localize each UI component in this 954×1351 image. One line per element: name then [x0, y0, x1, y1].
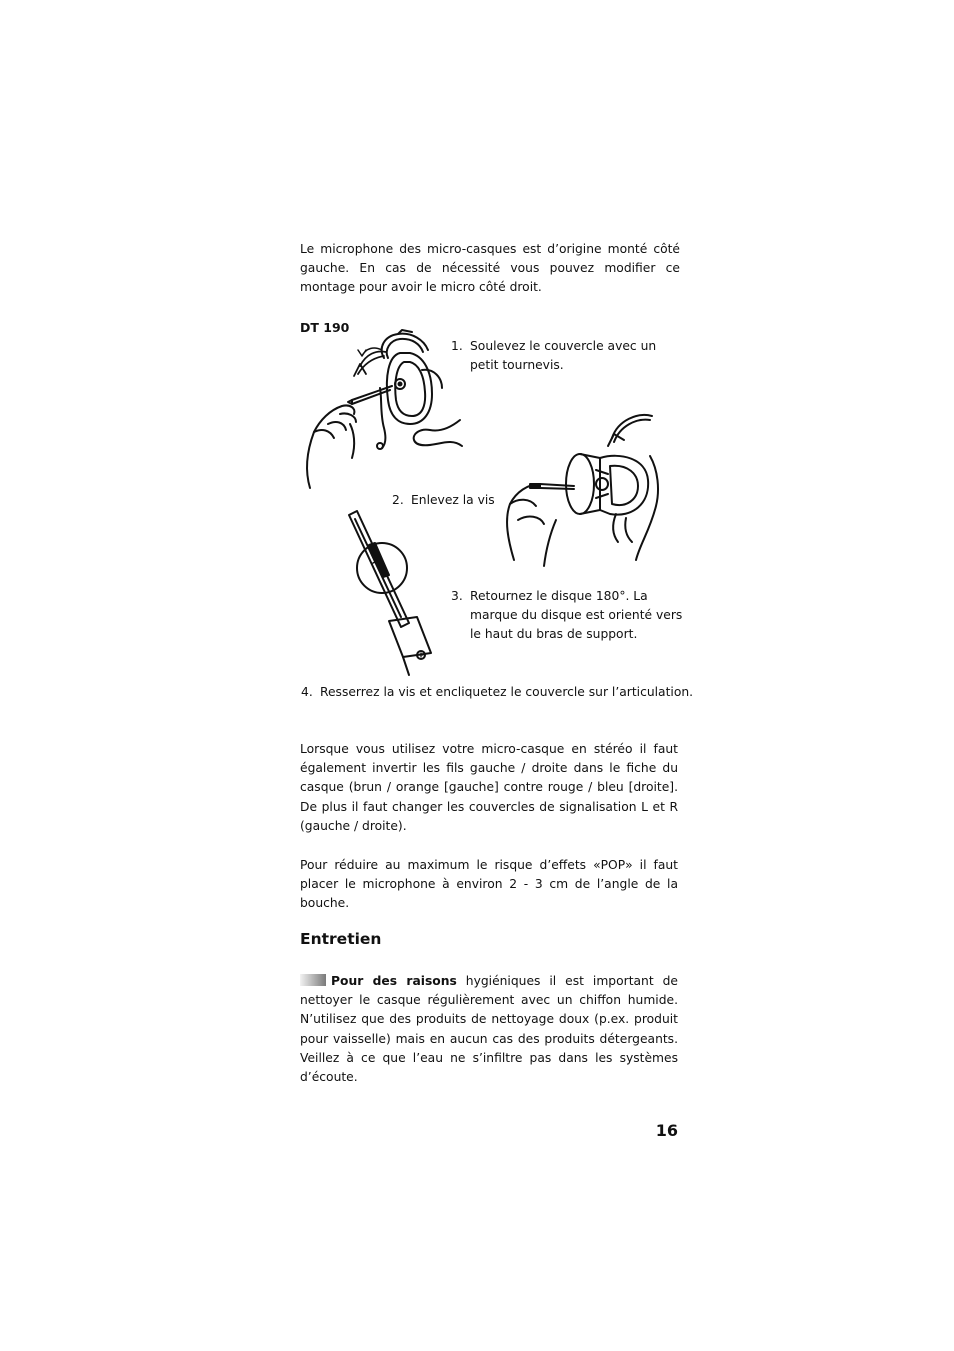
- care-paragraph: [300, 972, 678, 1087]
- step-text: Retournez le disque 180°. La marque du disque est orienté vers le haut du bras de support.: [470, 589, 683, 641]
- stereo-paragraph: Lorsque vous utilisez votre micro-casque en stéréo il faut également invertir les fils gauche / droite dans le fiche du casque (brun / orange [gauche] contre rouge / bleu [droite]. De plus il faut changer les couvercles de signalisation L et R (gauche / droite).: [300, 742, 678, 833]
- care-text: hygiéniques il est important de nettoyer le casque régulièrement avec un chiffon humide. N’utilisez que des produits de nettoyage doux (p.ex. produit pour vaisselle) mais en aucun cas des produits détergeants. Veillez à ce que l’eau ne s’infiltre pas dans les systèmes d’écoute.: [300, 974, 678, 1085]
- model-label: DT 190: [300, 320, 350, 335]
- step-number: 1.: [451, 339, 463, 353]
- step-number: 2.: [392, 493, 404, 507]
- headset-screw-removal-figure: [500, 410, 665, 570]
- boom-arm-disc-figure: [345, 505, 445, 680]
- step-text: Enlevez la vis: [411, 493, 495, 507]
- intro-paragraph: Le microphone des micro-casques est d’origine monté côté gauche. En cas de nécessité vous pouvez modifier ce montage pour avoir le micro côté droit.: [300, 242, 680, 295]
- section-heading: Entretien: [300, 930, 382, 948]
- page-number: 16: [655, 1121, 678, 1140]
- step-number: 4.: [301, 685, 313, 699]
- step-text: Resserrez la vis et encliquetez le couvercle sur l’articulation.: [320, 685, 694, 699]
- step-number: 3.: [451, 589, 463, 603]
- care-lead: Pour des raisons: [331, 974, 457, 988]
- step-text: Soulevez le couvercle avec un petit tournevis.: [470, 339, 657, 372]
- headset-screwdriver-lid-figure: [300, 328, 465, 493]
- pop-paragraph: Pour réduire au maximum le risque d’effets «POP» il faut placer le microphone à environ 2 - 3 cm de l’angle de la bouche.: [300, 858, 678, 911]
- gradient-marker: [300, 974, 326, 986]
